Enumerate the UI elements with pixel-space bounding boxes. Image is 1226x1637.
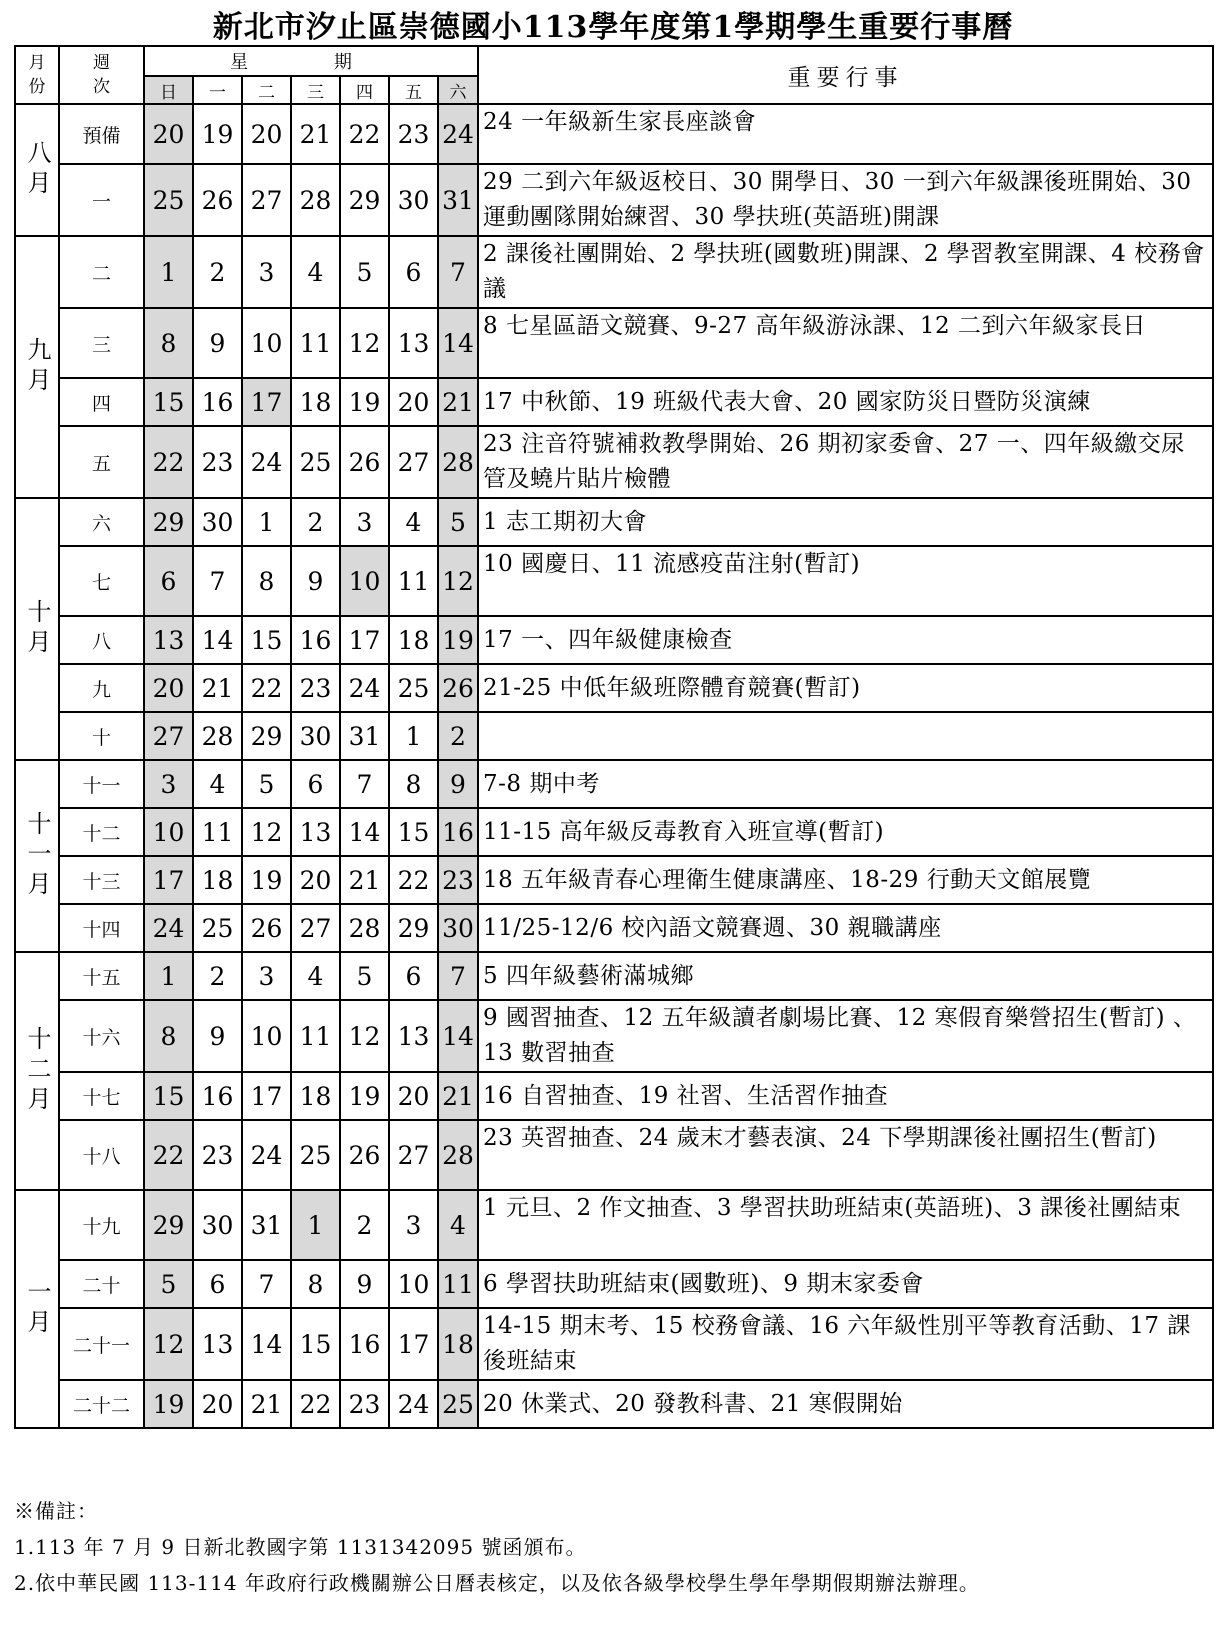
week-row: [15, 378, 1213, 426]
date-cell: 23: [291, 664, 340, 712]
date-cell: 13: [193, 1308, 242, 1380]
week-row: [15, 1000, 1213, 1072]
week-row: [15, 1380, 1213, 1428]
date-cell: 7: [438, 952, 478, 1000]
events-cell: 24 一年級新生家長座談會: [478, 104, 1213, 164]
week-row: [15, 808, 1213, 856]
date-cell: 7: [193, 546, 242, 616]
date-cell: 18: [291, 378, 340, 426]
events-cell: 5 四年級藝術滿城鄉: [478, 952, 1213, 1000]
week-number: 七: [59, 546, 144, 616]
date-cell: 12: [438, 546, 478, 616]
date-cell: 26: [340, 1120, 389, 1190]
date-cell: 13: [389, 1000, 438, 1072]
events-cell: 21-25 中低年級班際體育競賽(暫訂): [478, 664, 1213, 712]
month-label: 十一月: [15, 760, 59, 952]
date-cell: 19: [144, 1380, 193, 1428]
week-row: [15, 1260, 1213, 1308]
date-cell: 11: [291, 1000, 340, 1072]
date-cell: 28: [291, 164, 340, 236]
date-cell: 1: [144, 952, 193, 1000]
date-cell: 15: [242, 616, 291, 664]
events-cell: 17 中秋節、19 班級代表大會、20 國家防災日暨防災演練: [478, 378, 1213, 426]
date-cell: 28: [438, 1120, 478, 1190]
week-number: 二十: [59, 1260, 144, 1308]
date-cell: 25: [291, 426, 340, 498]
date-cell: 22: [340, 104, 389, 164]
date-cell: 26: [242, 904, 291, 952]
week-row: [15, 952, 1213, 1000]
events-cell: 23 注音符號補救教學開始、26 期初家委會、27 一、四年級繳交尿管及蟯片貼片檢體: [478, 426, 1213, 498]
date-cell: 19: [340, 1072, 389, 1120]
week-number: 十七: [59, 1072, 144, 1120]
date-cell: 5: [438, 498, 478, 546]
date-cell: 17: [144, 856, 193, 904]
weekday-group-header: 星 期: [144, 46, 478, 76]
date-cell: 2: [193, 236, 242, 308]
date-cell: 28: [438, 426, 478, 498]
date-cell: 31: [438, 164, 478, 236]
date-cell: 21: [438, 378, 478, 426]
date-cell: 2: [291, 498, 340, 546]
events-cell: 14-15 期末考、15 校務會議、16 六年級性別平等教育活動、17 課後班結束: [478, 1308, 1213, 1380]
date-cell: 21: [291, 104, 340, 164]
date-cell: 30: [438, 904, 478, 952]
date-cell: 20: [389, 378, 438, 426]
date-cell: 25: [193, 904, 242, 952]
week-row: [15, 1120, 1213, 1190]
weekday-header-6: 六: [438, 76, 478, 104]
date-cell: 30: [193, 498, 242, 546]
date-cell: 24: [242, 1120, 291, 1190]
week-row: [15, 616, 1213, 664]
week-number: 二十一: [59, 1308, 144, 1380]
date-cell: 17: [389, 1308, 438, 1380]
date-cell: 21: [242, 1380, 291, 1428]
events-cell: 20 休業式、20 發教科書、21 寒假開始: [478, 1380, 1213, 1428]
date-cell: 11: [291, 308, 340, 378]
month-header-line-1: 月: [28, 53, 46, 73]
date-cell: 3: [242, 236, 291, 308]
week-number: 八: [59, 616, 144, 664]
events-cell: 2 課後社團開始、2 學扶班(國數班)開課、2 學習教室開課、4 校務會議: [478, 236, 1213, 308]
date-cell: 12: [242, 808, 291, 856]
week-row: [15, 104, 1213, 164]
date-cell: 25: [144, 164, 193, 236]
week-row: [15, 904, 1213, 952]
date-cell: 15: [144, 378, 193, 426]
events-cell: 23 英習抽查、24 歲末才藝表演、24 下學期課後社團招生(暫訂): [478, 1120, 1213, 1190]
date-cell: 2: [193, 952, 242, 1000]
date-cell: 4: [389, 498, 438, 546]
events-header: 重要行事: [478, 46, 1213, 104]
date-cell: 24: [242, 426, 291, 498]
date-cell: 10: [144, 808, 193, 856]
date-cell: 24: [144, 904, 193, 952]
page-title: 新北市汐止區崇德國小113學年度第1學期學生重要行事曆: [212, 10, 1014, 45]
date-cell: 8: [144, 1000, 193, 1072]
date-cell: 23: [193, 1120, 242, 1190]
date-cell: 27: [389, 1120, 438, 1190]
date-cell: 5: [242, 760, 291, 808]
events-cell: 29 二到六年級返校日、30 開學日、30 一到六年級課後班開始、30 運動團隊開始練習、30 學扶班(英語班)開課: [478, 164, 1213, 236]
week-number: 十五: [59, 952, 144, 1000]
week-row: [15, 664, 1213, 712]
date-cell: 9: [438, 760, 478, 808]
note-1: 1.113 年 7 月 9 日新北教國字第 1131342095 號函頒布。: [14, 1535, 587, 1559]
date-cell: 7: [340, 760, 389, 808]
week-number: 十一: [59, 760, 144, 808]
date-cell: 10: [389, 1260, 438, 1308]
week-number: 十九: [59, 1190, 144, 1260]
date-cell: 20: [144, 104, 193, 164]
weekday-header-0: 日: [144, 76, 193, 104]
date-cell: 6: [389, 952, 438, 1000]
week-number: 五: [59, 426, 144, 498]
events-cell: 1 元旦、2 作文抽查、3 學習扶助班結束(英語班)、3 課後社團結束: [478, 1190, 1213, 1260]
date-cell: 20: [144, 664, 193, 712]
date-cell: 7: [438, 236, 478, 308]
week-number: 十: [59, 712, 144, 760]
date-cell: 29: [340, 164, 389, 236]
week-row: [15, 1190, 1213, 1260]
date-cell: 29: [144, 498, 193, 546]
date-cell: 21: [193, 664, 242, 712]
date-cell: 3: [389, 1190, 438, 1260]
date-cell: 21: [340, 856, 389, 904]
date-cell: 31: [242, 1190, 291, 1260]
date-cell: 9: [193, 1000, 242, 1072]
date-cell: 22: [291, 1380, 340, 1428]
week-row: [15, 498, 1213, 546]
week-row: [15, 308, 1213, 378]
date-cell: 27: [291, 904, 340, 952]
date-cell: 13: [389, 308, 438, 378]
week-number: 十三: [59, 856, 144, 904]
events-cell: 7-8 期中考: [478, 760, 1213, 808]
date-cell: 9: [193, 308, 242, 378]
date-cell: 26: [340, 426, 389, 498]
date-cell: 27: [144, 712, 193, 760]
date-cell: 8: [389, 760, 438, 808]
events-cell: 16 自習抽查、19 社習、生活習作抽查: [478, 1072, 1213, 1120]
date-cell: 23: [193, 426, 242, 498]
date-cell: 28: [340, 904, 389, 952]
date-cell: 15: [144, 1072, 193, 1120]
date-cell: 16: [438, 808, 478, 856]
date-cell: 20: [242, 104, 291, 164]
calendar-table: [14, 45, 1214, 1429]
date-cell: 3: [242, 952, 291, 1000]
date-cell: 18: [193, 856, 242, 904]
date-cell: 22: [144, 426, 193, 498]
date-cell: 10: [242, 308, 291, 378]
date-cell: 14: [438, 1000, 478, 1072]
date-cell: 10: [242, 1000, 291, 1072]
events-cell: 1 志工期初大會: [478, 498, 1213, 546]
week-number: 一: [59, 164, 144, 236]
date-cell: 15: [291, 1308, 340, 1380]
week-row: [15, 760, 1213, 808]
weekday-header-2: 二: [242, 76, 291, 104]
week-row: [15, 546, 1213, 616]
month-label: 十二月: [15, 952, 59, 1190]
date-cell: 13: [291, 808, 340, 856]
date-cell: 1: [144, 236, 193, 308]
date-cell: 28: [193, 712, 242, 760]
month-label: 十月: [15, 498, 59, 760]
date-cell: 3: [144, 760, 193, 808]
date-cell: 12: [340, 1000, 389, 1072]
date-cell: 16: [291, 616, 340, 664]
note-2: 2.依中華民國 113-114 年政府行政機關辦公日曆表核定，以及依各級學校學生學年學期假期辦法辦理。: [14, 1571, 980, 1595]
events-cell: [478, 712, 1213, 760]
date-cell: 24: [340, 664, 389, 712]
date-cell: 29: [242, 712, 291, 760]
date-cell: 14: [340, 808, 389, 856]
date-cell: 7: [242, 1260, 291, 1308]
date-cell: 14: [242, 1308, 291, 1380]
date-cell: 12: [340, 308, 389, 378]
date-cell: 29: [144, 1190, 193, 1260]
date-cell: 8: [242, 546, 291, 616]
events-cell: 6 學習扶助班結束(國數班)、9 期末家委會: [478, 1260, 1213, 1308]
week-row: [15, 1308, 1213, 1380]
date-cell: 30: [291, 712, 340, 760]
week-header: [59, 46, 144, 104]
notes-section: [14, 1493, 1214, 1601]
date-cell: 17: [340, 616, 389, 664]
week-header-line-1: 週: [93, 53, 110, 73]
date-cell: 5: [340, 952, 389, 1000]
date-cell: 14: [438, 308, 478, 378]
weekday-header-1: 一: [193, 76, 242, 104]
date-cell: 25: [291, 1120, 340, 1190]
date-cell: 30: [193, 1190, 242, 1260]
events-cell: 8 七星區語文競賽、9-27 高年級游泳課、12 二到六年級家長日: [478, 308, 1213, 378]
date-cell: 23: [438, 856, 478, 904]
date-cell: 4: [291, 236, 340, 308]
month-label: 一月: [15, 1190, 59, 1428]
date-cell: 3: [340, 498, 389, 546]
events-cell: 11-15 高年級反毒教育入班宣導(暫訂): [478, 808, 1213, 856]
date-cell: 20: [193, 1380, 242, 1428]
date-cell: 18: [438, 1308, 478, 1380]
date-cell: 2: [438, 712, 478, 760]
date-cell: 26: [193, 164, 242, 236]
date-cell: 25: [438, 1380, 478, 1428]
date-cell: 1: [242, 498, 291, 546]
date-cell: 5: [144, 1260, 193, 1308]
date-cell: 20: [389, 1072, 438, 1120]
date-cell: 16: [340, 1308, 389, 1380]
date-cell: 4: [438, 1190, 478, 1260]
date-cell: 19: [438, 616, 478, 664]
weekday-header-3: 三: [291, 76, 340, 104]
date-cell: 6: [291, 760, 340, 808]
date-cell: 4: [193, 760, 242, 808]
month-label: 九月: [15, 236, 59, 498]
week-number: 三: [59, 308, 144, 378]
date-cell: 1: [291, 1190, 340, 1260]
date-cell: 16: [193, 378, 242, 426]
week-number: 十八: [59, 1120, 144, 1190]
date-cell: 18: [291, 1072, 340, 1120]
date-cell: 11: [389, 546, 438, 616]
date-cell: 24: [389, 1380, 438, 1428]
date-cell: 23: [340, 1380, 389, 1428]
date-cell: 16: [193, 1072, 242, 1120]
date-cell: 26: [438, 664, 478, 712]
date-cell: 20: [291, 856, 340, 904]
weekday-header-4: 四: [340, 76, 389, 104]
date-cell: 8: [144, 308, 193, 378]
date-cell: 10: [340, 546, 389, 616]
week-number: 六: [59, 498, 144, 546]
date-cell: 31: [340, 712, 389, 760]
date-cell: 5: [340, 236, 389, 308]
date-cell: 11: [438, 1260, 478, 1308]
date-cell: 6: [193, 1260, 242, 1308]
date-cell: 9: [291, 546, 340, 616]
date-cell: 14: [193, 616, 242, 664]
month-header-line-2: 份: [28, 77, 46, 97]
date-cell: 30: [389, 164, 438, 236]
week-row: [15, 856, 1213, 904]
week-row: [15, 236, 1213, 308]
week-row: [15, 164, 1213, 236]
week-number: 二: [59, 236, 144, 308]
date-cell: 25: [389, 664, 438, 712]
date-cell: 22: [242, 664, 291, 712]
date-cell: 4: [291, 952, 340, 1000]
week-row: [15, 1072, 1213, 1120]
date-cell: 27: [389, 426, 438, 498]
events-cell: 11/25-12/6 校內語文競賽週、30 親職講座: [478, 904, 1213, 952]
date-cell: 21: [438, 1072, 478, 1120]
date-cell: 17: [242, 1072, 291, 1120]
date-cell: 17: [242, 378, 291, 426]
date-cell: 13: [144, 616, 193, 664]
week-number: 九: [59, 664, 144, 712]
month-label: 八月: [15, 104, 59, 236]
events-cell: 18 五年級青春心理衛生健康講座、18-29 行動天文館展覽: [478, 856, 1213, 904]
date-cell: 6: [389, 236, 438, 308]
date-cell: 9: [340, 1260, 389, 1308]
date-cell: 2: [340, 1190, 389, 1260]
date-cell: 11: [193, 808, 242, 856]
week-header-line-2: 次: [93, 77, 110, 97]
date-cell: 23: [389, 104, 438, 164]
date-cell: 22: [144, 1120, 193, 1190]
week-row: [15, 712, 1213, 760]
date-cell: 6: [144, 546, 193, 616]
date-cell: 18: [389, 616, 438, 664]
week-number: 預備: [59, 104, 144, 164]
date-cell: 29: [389, 904, 438, 952]
month-header: [15, 46, 59, 104]
weekday-header-5: 五: [389, 76, 438, 104]
date-cell: 19: [193, 104, 242, 164]
date-cell: 12: [144, 1308, 193, 1380]
week-number: 十六: [59, 1000, 144, 1072]
events-cell: 17 一、四年級健康檢查: [478, 616, 1213, 664]
date-cell: 1: [389, 712, 438, 760]
date-cell: 19: [340, 378, 389, 426]
week-number: 十二: [59, 808, 144, 856]
week-number: 四: [59, 378, 144, 426]
date-cell: 22: [389, 856, 438, 904]
date-cell: 19: [242, 856, 291, 904]
week-number: 十四: [59, 904, 144, 952]
date-cell: 24: [438, 104, 478, 164]
date-cell: 15: [389, 808, 438, 856]
date-cell: 27: [242, 164, 291, 236]
date-cell: 8: [291, 1260, 340, 1308]
events-cell: 9 國習抽查、12 五年級讀者劇場比賽、12 寒假育樂營招生(暫訂) 、13 數習抽查: [478, 1000, 1213, 1072]
events-cell: 10 國慶日、11 流感疫苗注射(暫訂): [478, 546, 1213, 616]
notes-heading: ※備註：: [14, 1499, 98, 1523]
week-number: 二十二: [59, 1380, 144, 1428]
week-row: [15, 426, 1213, 498]
